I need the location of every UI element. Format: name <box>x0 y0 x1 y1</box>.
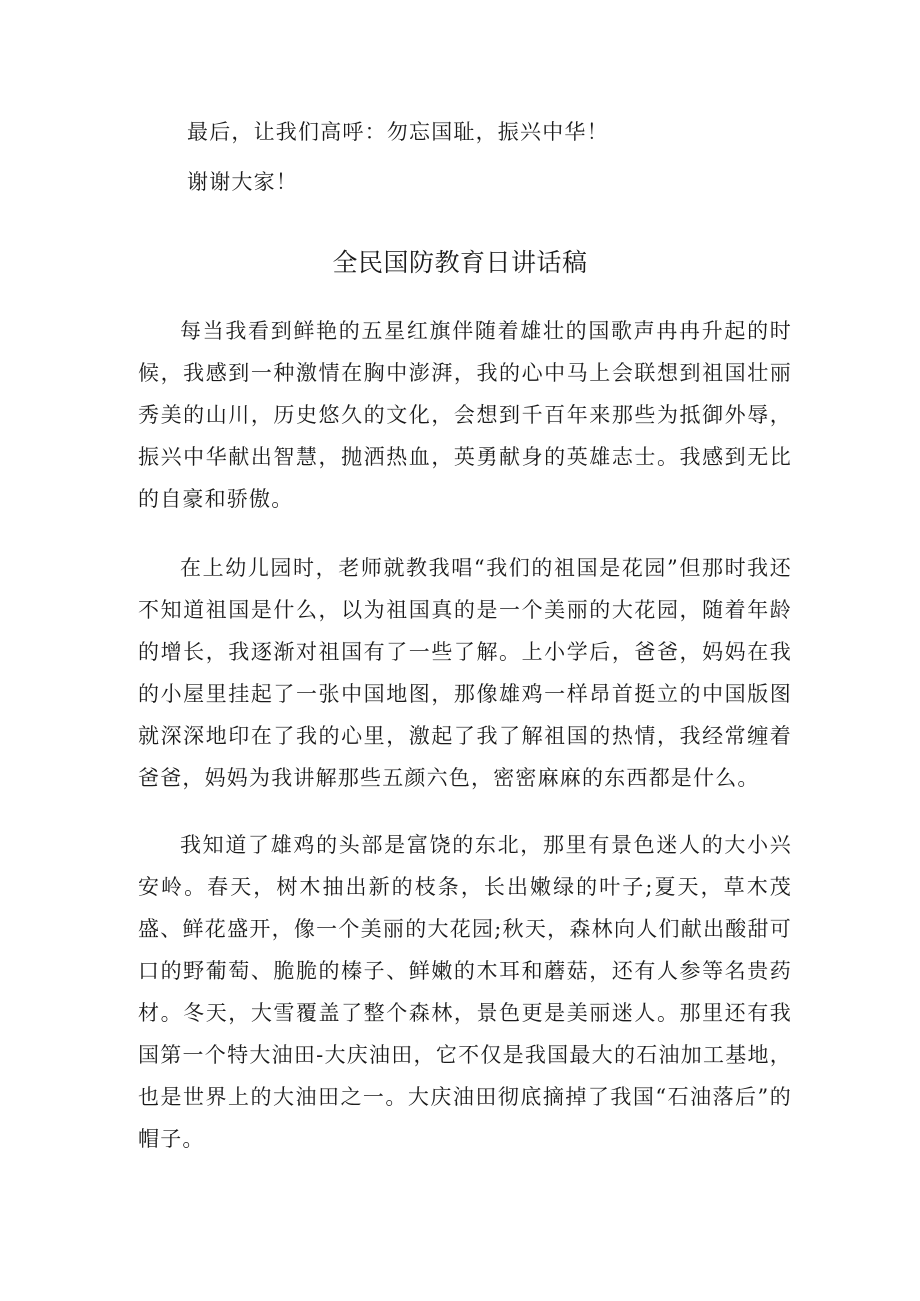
closing-slogan: 最后，让我们高呼：勿忘国耻，振兴中华！ <box>187 120 609 144</box>
speech-paragraph-3: 我知道了雄鸡的头部是富饶的东北，那里有景色迷人的大小兴安岭。春天，树木抽出新的枝条，长出嫩绿的叶子;夏天，草木茂盛、鲜花盛开，像一个美丽的大花园;秋天，森林向人们献出酸甜可口的野葡萄、脆脆的榛子、鲜嫩的木耳和蘑菇，还有人参等名贵药材。冬天，大雪覆盖了整个森林，景色更是美丽迷人。那里还有我国第一个特大油田-大庆油田，它不仅是我国最大的石油加工基地，也是世界上的大油田之一。大庆油田彻底摘掉了我国“石油落后”的帽子。 <box>138 833 792 1151</box>
speech-title: 全民国防教育日讲话稿 <box>332 248 588 277</box>
speech-paragraph-2: 在上幼儿园时，老师就教我唱“我们的祖国是花园”但那时我还不知道祖国是什么，以为祖国真的是一个美丽的大花园，随着年龄的增长，我逐渐对祖国有了一些了解。上小学后，爸爸，妈妈在我的小屋里挂起了一张中国地图，那像雄鸡一样昂首挺立的中国版图就深深地印在了我的心里，激起了我了解祖国的热情，我经常缠着爸爸，妈妈为我讲解那些五颜六色，密密麻麻的东西都是什么。 <box>138 556 792 790</box>
closing-thanks: 谢谢大家！ <box>187 170 298 194</box>
speech-paragraph-1: 每当我看到鲜艳的五星红旗伴随着雄壮的国歌声冉冉升起的时候，我感到一种激情在胸中澎湃，我的心中马上会联想到祖国壮丽秀美的山川，历史悠久的文化，会想到千百年来那些为抵御外辱，振兴中华献出智慧，抛洒热血，英勇献身的英雄志士。我感到无比的自豪和骄傲。 <box>138 319 792 511</box>
